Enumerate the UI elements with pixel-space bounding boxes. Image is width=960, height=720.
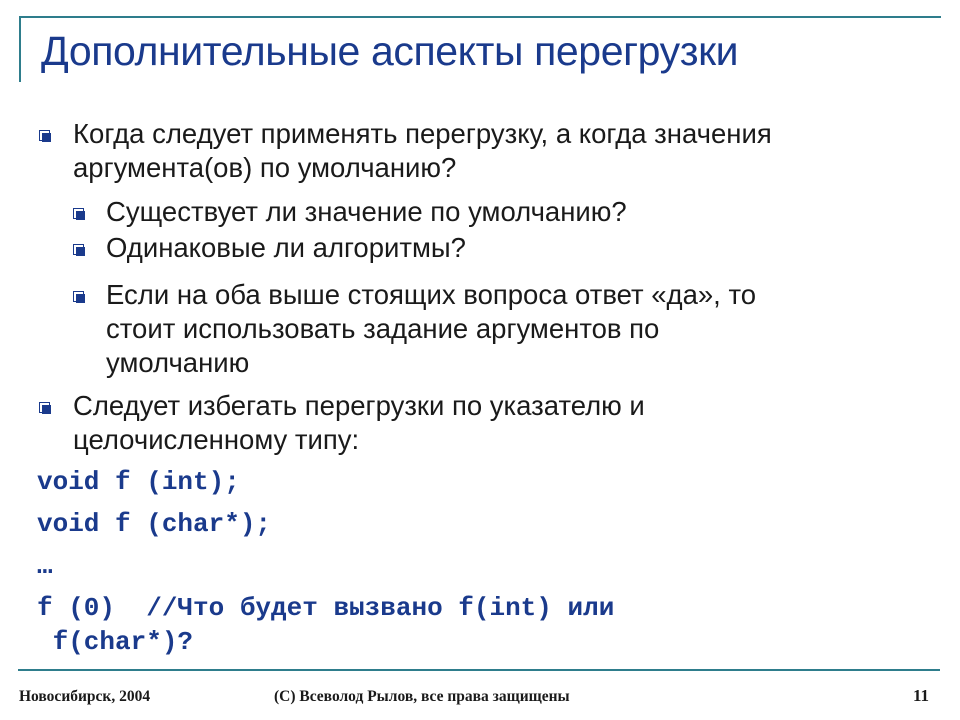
- bullet-item: [73, 117, 933, 185]
- bullet-square-icon: [39, 130, 50, 141]
- bullet-item: [73, 389, 933, 457]
- code-line: f(char*)?: [37, 627, 194, 657]
- sub-bullet-item: [106, 195, 936, 229]
- slide-title: Дополнительные аспекты перегрузки: [41, 28, 739, 74]
- bullet-item-line: аргумента(ов) по умолчанию?: [73, 152, 457, 183]
- code-line: …: [37, 551, 53, 581]
- slide-page-number: 11: [913, 686, 930, 705]
- bullet-square-icon: [73, 208, 84, 219]
- bullet-item-line: целочисленному типу:: [73, 424, 360, 455]
- bullet-item-line: Одинаковые ли алгоритмы?: [106, 232, 466, 263]
- sub-bullet-item: [106, 278, 936, 380]
- bullet-square-icon: [73, 244, 84, 255]
- bullet-square-icon: [39, 402, 50, 413]
- bullet-item-line: умолчанию: [106, 347, 250, 378]
- sub-bullet-item: [106, 231, 936, 265]
- title-accent-horizontal-line: [19, 16, 941, 18]
- footer-copyright: (С) Всеволод Рылов, все права защищены: [274, 688, 570, 705]
- footer-divider: [18, 669, 940, 671]
- code-line: f (0) //Что будет вызвано f(int) или: [37, 593, 615, 623]
- bullet-item-line: Если на оба выше стоящих вопроса ответ «да», то: [106, 279, 757, 310]
- bullet-item-line: Следует избегать перегрузки по указателю и: [73, 390, 645, 421]
- code-line: void f (char*);: [37, 509, 272, 539]
- bullet-item-line: стоит использовать задание аргументов по: [106, 313, 660, 344]
- footer-location-year: Новосибирск, 2004: [19, 688, 151, 705]
- bullet-square-icon: [73, 291, 84, 302]
- bullet-item-line: Когда следует применять перегрузку, а когда значения: [73, 118, 772, 149]
- bullet-item-line: Существует ли значение по умолчанию?: [106, 196, 627, 227]
- title-accent-vertical-line: [19, 16, 21, 82]
- code-line: void f (int);: [37, 467, 240, 497]
